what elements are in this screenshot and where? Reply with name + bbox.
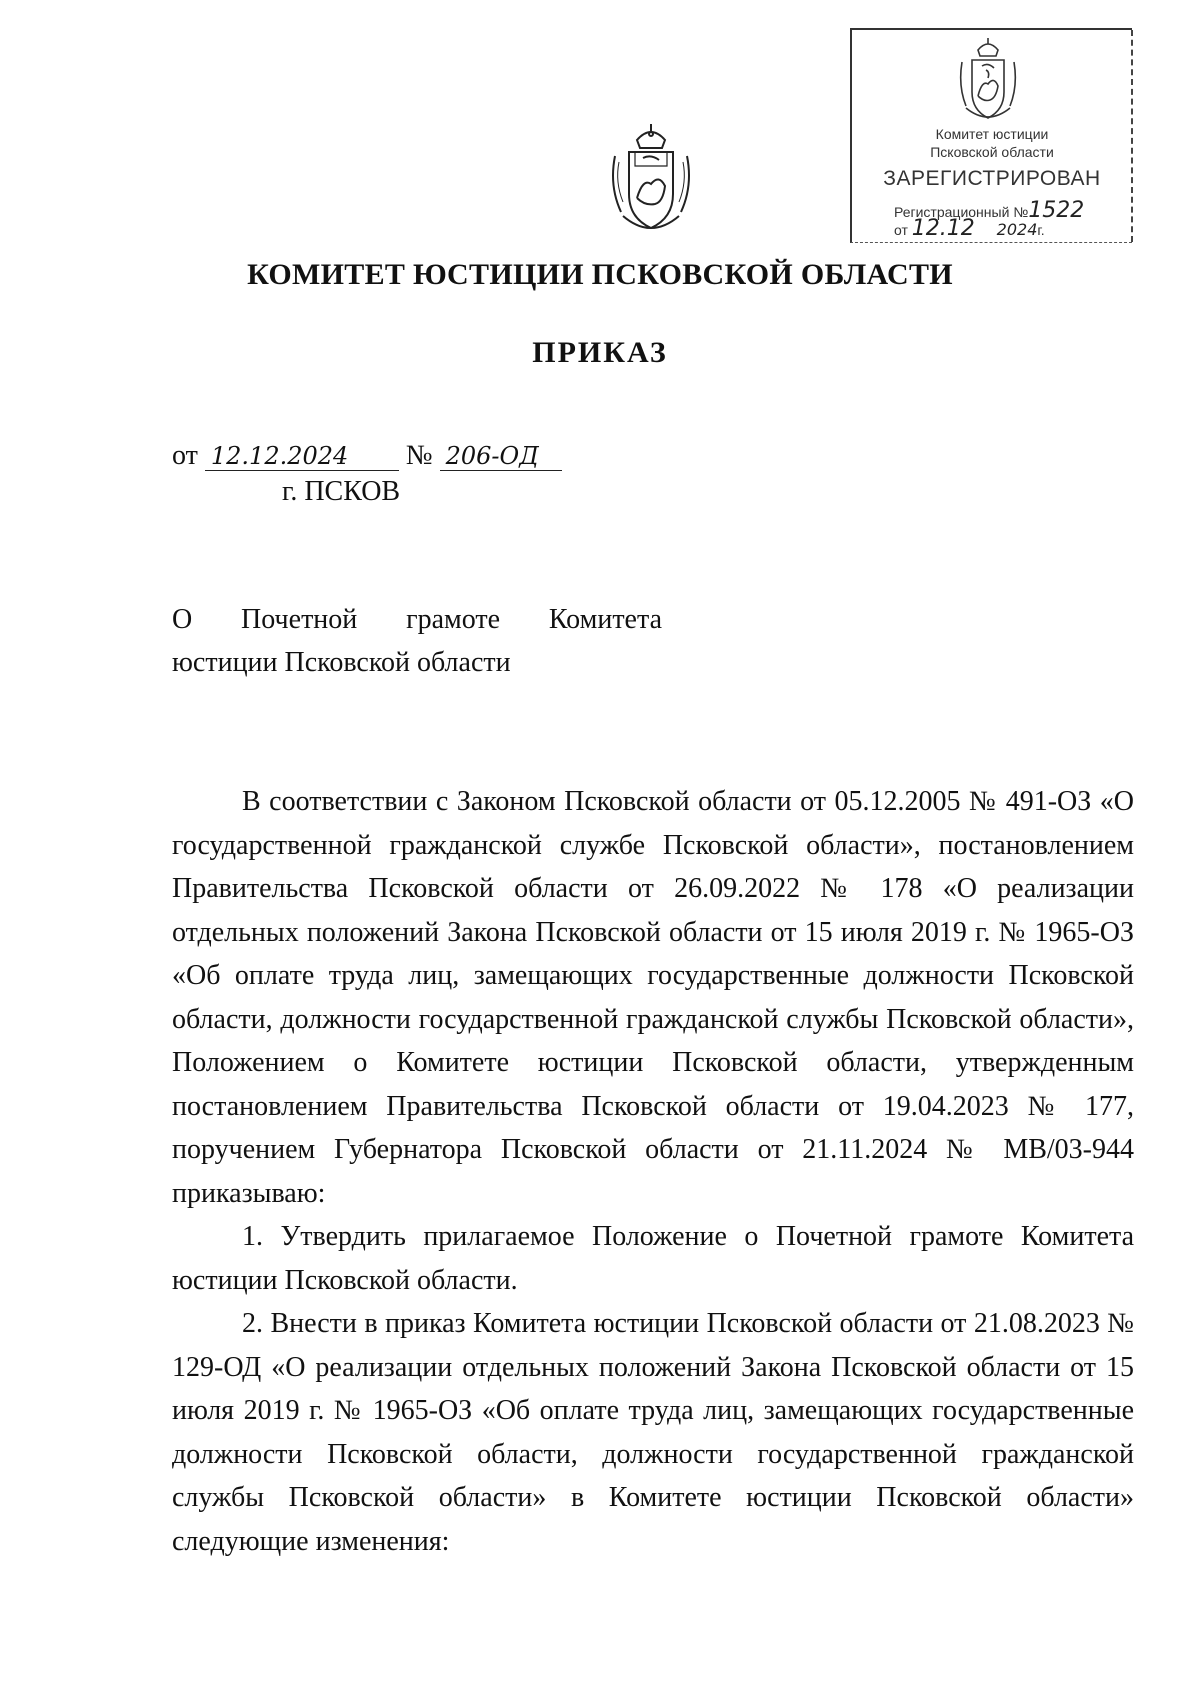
pskov-coat-of-arms-icon <box>605 122 697 240</box>
organization-title: КОМИТЕТ ЮСТИЦИИ ПСКОВСКОЙ ОБЛАСТИ <box>247 258 953 291</box>
stamp-date-line <box>894 216 1045 241</box>
pskov-coat-of-arms-icon <box>952 36 1024 128</box>
stamp-date-value: 12.12 <box>911 216 975 241</box>
stamp-reg-label: Регистрационный № <box>894 204 1029 220</box>
city: г. ПСКОВ <box>282 476 401 507</box>
stamp-reg-number: 1522 <box>1028 198 1085 223</box>
order-date: 12.12.2024 <box>205 442 399 471</box>
stamp-status: ЗАРЕГИСТРИРОВАН <box>883 167 1101 190</box>
stamp-year-suffix: г. <box>1037 222 1045 238</box>
registration-stamp <box>850 28 1132 243</box>
order-body <box>172 780 1134 1563</box>
stamp-org-line2: Псковской области <box>930 144 1054 160</box>
number-prefix: № <box>405 440 433 471</box>
subject-line2: юстиции Псковской области <box>172 647 511 678</box>
order-subject <box>172 598 662 684</box>
order-date-number-line <box>172 440 562 472</box>
stamp-org-line1: Комитет юстиции <box>935 126 1049 142</box>
subject-line1: О Почетной грамоте Комитета <box>172 604 662 635</box>
date-prefix: от <box>172 440 198 471</box>
document-type-title: ПРИКАЗ <box>532 336 668 369</box>
order-item-1: 1. Утвердить прилагаемое Положение о Почетной грамоте Комитета юстиции Псковской области. <box>172 1221 1134 1296</box>
preamble-paragraph: В соответствии с Законом Псковской области от 05.12.2005 № 491-ОЗ «О государственной гражданской службе Псковской области», постановлением Правительства Псковской области от 26.09.2022 № 178 «О реализации отдельных положений Закона Псковской области от 15 июля 2019 г. № 1965-ОЗ «Об оплате труда лиц, замещающих государственные должности Псковской области, должности государственной гражданской службы Псковской области», Положением о Комитете юстиции Псковской области, утвержденным постановлением Правительства Псковской области от 19.04.2023 № 177, поручением Губернатора Псковской области от 21.11.2024 № МВ/03-944 приказываю: <box>172 786 1134 1209</box>
stamp-date-label: от <box>894 222 908 238</box>
stamp-year-value: 2024 <box>996 220 1038 239</box>
order-number: 206-ОД <box>440 442 562 471</box>
order-item-2: 2. Внести в приказ Комитета юстиции Псковской области от 21.08.2023 № 129-ОД «О реализации отдельных положений Закона Псковской области от 15 июля 2019 г. № 1965-ОЗ «Об оплате труда лиц, замещающих государственные должности Псковской области, должности государственной гражданской службы Псковской области» в Комитете юстиции Псковской области» следующие изменения: <box>172 1308 1134 1557</box>
